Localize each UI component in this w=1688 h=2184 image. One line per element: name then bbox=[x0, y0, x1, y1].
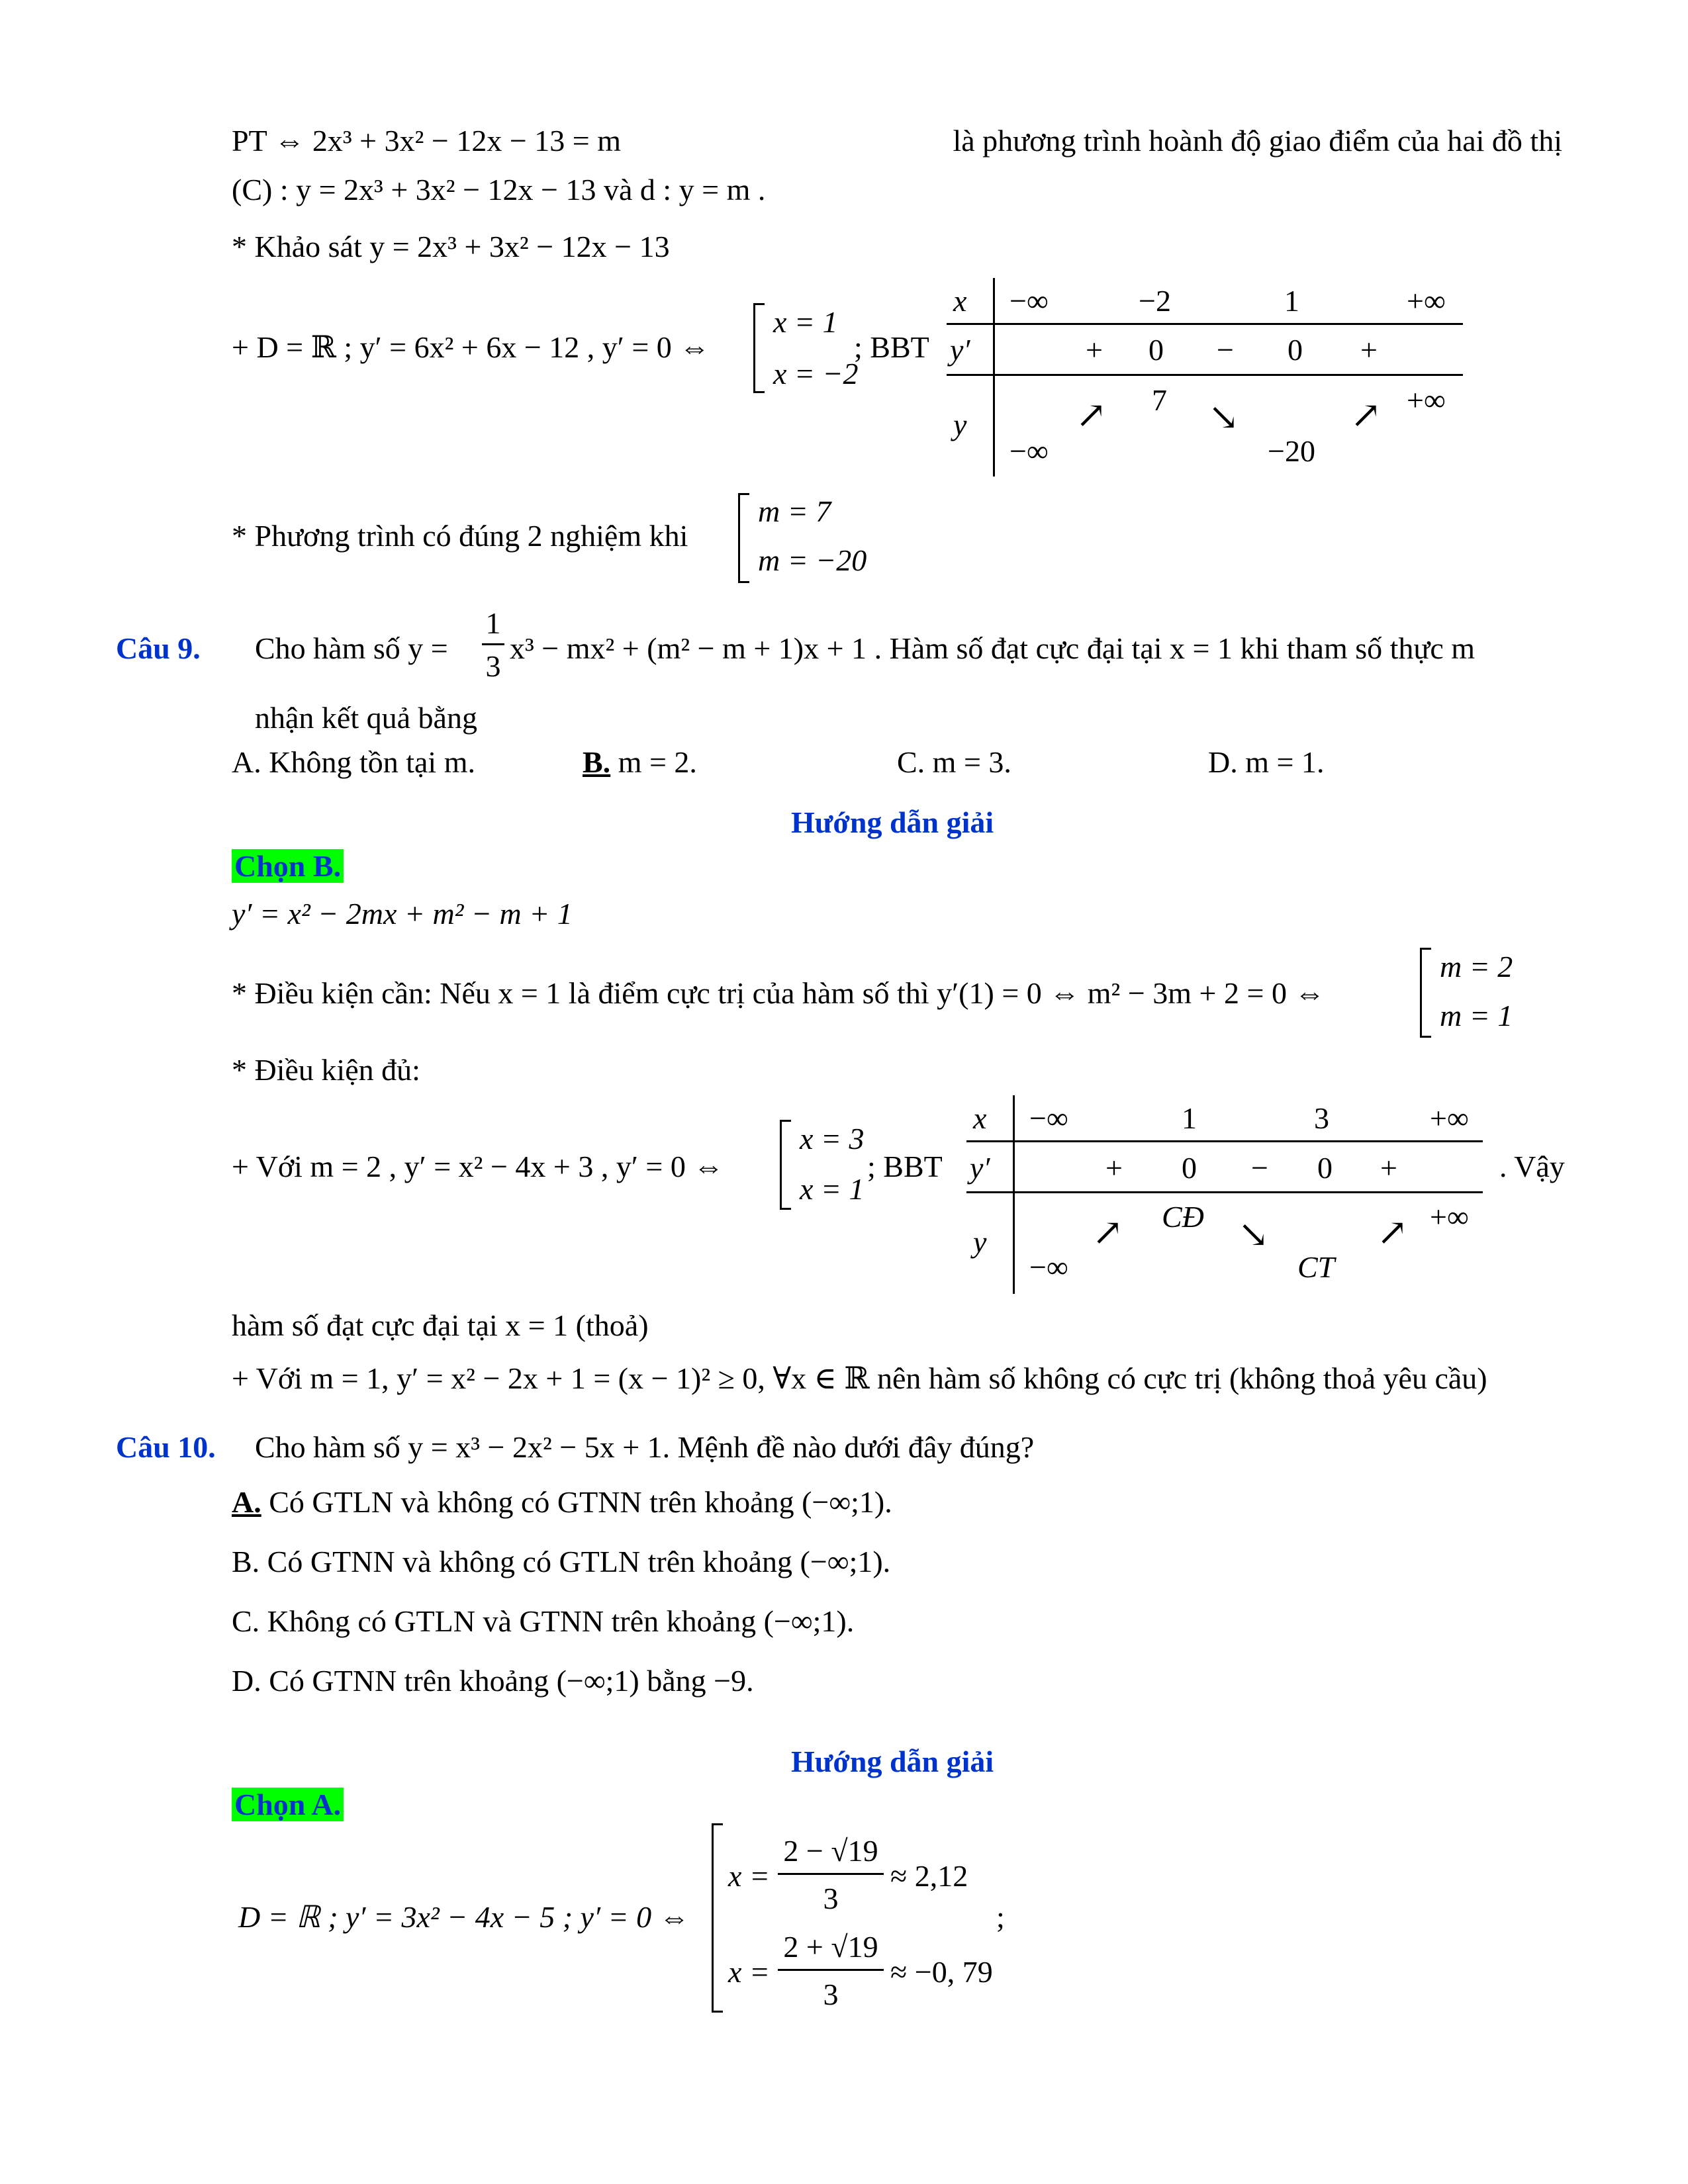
bbt2-arrow-up-2-icon: ↗ bbox=[1377, 1212, 1408, 1253]
bbt-label: ; BBT bbox=[854, 330, 929, 364]
bbt2-sign-3: 0 bbox=[1317, 1151, 1333, 1185]
bbt1-hline-1 bbox=[947, 323, 1463, 325]
q10-text: Cho hàm số y = x³ − 2x² − 5x + 1. Mệnh đề nào dưới đây đúng? bbox=[255, 1430, 1035, 1464]
q9-text-a: Cho hàm số y = bbox=[255, 631, 448, 665]
bbt2-arrow-down-icon: ↘ bbox=[1238, 1214, 1269, 1255]
q9-label: Câu 9. bbox=[116, 631, 201, 665]
bbt2-bottom-1: CT bbox=[1297, 1250, 1335, 1284]
q10-option-b: B. Có GTNN và không có GTLN trên khoảng (−∞;1). bbox=[232, 1545, 891, 1578]
bbt2-arrow-up-icon: ↗ bbox=[1092, 1212, 1123, 1253]
bbt1-arrow-up-icon: ↗ bbox=[1076, 395, 1107, 436]
khao-sat: * Khảo sát y = 2x³ + 3x² − 12x − 13 bbox=[232, 230, 670, 263]
q9-option-d: D. m = 1. bbox=[1208, 745, 1325, 779]
m-neg20: m = −20 bbox=[758, 543, 867, 577]
domain-derivative: + D = ℝ ; y′ = 6x² + 6x − 12 , y′ = 0 ⇔ bbox=[232, 330, 710, 364]
bbt1-bottom-0: −∞ bbox=[1009, 434, 1049, 468]
bbt2-sign-0: + bbox=[1105, 1151, 1123, 1185]
case-bracket bbox=[753, 303, 765, 393]
bbt2-top-0: CĐ bbox=[1162, 1200, 1204, 1234]
q9-option-b-key: B. bbox=[583, 745, 611, 779]
bbt2-hline-1 bbox=[966, 1140, 1483, 1142]
bbt1-x-2: 1 bbox=[1284, 284, 1299, 318]
case-x1: x = 1 bbox=[773, 305, 838, 339]
bbt1-bottom-1: −20 bbox=[1268, 434, 1315, 468]
q9-m-bracket bbox=[1420, 948, 1431, 1038]
bbt1-arrow-down-icon: ↘ bbox=[1208, 397, 1239, 438]
bbt2-top-1: +∞ bbox=[1430, 1200, 1469, 1234]
q10-x-eq-2: x = bbox=[728, 1955, 770, 1989]
conclusion: * Phương trình có đúng 2 nghiệm khi bbox=[232, 519, 688, 553]
q10-approx-1: ≈ 2,12 bbox=[890, 1859, 968, 1893]
bbt2-yp-label: y′ bbox=[970, 1151, 990, 1185]
bbt2-x-1: 1 bbox=[1182, 1101, 1197, 1135]
bbt2-sign-1: 0 bbox=[1182, 1151, 1197, 1185]
q9-derivative: y′ = x² − 2mx + m² − m + 1 bbox=[232, 897, 573, 931]
bbt1-sign-4: + bbox=[1360, 333, 1378, 367]
q9-text-c: nhận kết quả bằng bbox=[255, 701, 477, 735]
q9-option-c: C. m = 3. bbox=[897, 745, 1011, 779]
q10-approx-2: ≈ −0, 79 bbox=[890, 1955, 993, 1989]
q9-frac-den: 3 bbox=[485, 649, 501, 683]
q9-text-b: x³ − mx² + (m² − m + 1)x + 1 . Hàm số đạt cực đại tại x = 1 khi tham số thực m bbox=[510, 631, 1476, 665]
bbt2-x-2: 3 bbox=[1314, 1101, 1329, 1135]
q9-answer bbox=[232, 850, 344, 884]
q10-guide-title: Hướng dẫn giải bbox=[791, 1745, 994, 1778]
case-xm2: x = −2 bbox=[773, 357, 859, 390]
q9-m1: m = 1 bbox=[1440, 999, 1513, 1032]
q9-option-b bbox=[583, 746, 697, 780]
q10-semicolon: ; bbox=[996, 1900, 1005, 1934]
bbt1-arrow-up-2-icon: ↗ bbox=[1350, 395, 1382, 436]
q9-guide-title: Hướng dẫn giải bbox=[791, 805, 994, 839]
bbt1-sign-3: 0 bbox=[1288, 333, 1303, 367]
q10-option-d: D. Có GTNN trên khoảng (−∞;1) bằng −9. bbox=[232, 1664, 754, 1698]
pt-equation: PT ⇔ 2x³ + 3x² − 12x − 13 = m bbox=[232, 124, 621, 158]
bbt2-x-0: −∞ bbox=[1029, 1101, 1068, 1135]
q10-answer-badge: Chọn A. bbox=[232, 1788, 344, 1821]
q9-x-bracket bbox=[780, 1120, 791, 1210]
m-bracket bbox=[738, 493, 749, 583]
bbt1-x-0: −∞ bbox=[1009, 284, 1049, 318]
m-7: m = 7 bbox=[758, 494, 831, 528]
bbt1-hline-2 bbox=[947, 374, 1463, 376]
q9-frac-num: 1 bbox=[485, 606, 501, 640]
bbt2-hline-2 bbox=[966, 1191, 1483, 1193]
bbt1-sign-0: + bbox=[1086, 333, 1103, 367]
bbt1-sign-1: 0 bbox=[1149, 333, 1164, 367]
bbt1-sign-2: − bbox=[1217, 333, 1234, 367]
bbt1-vline bbox=[993, 278, 995, 477]
q10-label: Câu 10. bbox=[116, 1430, 216, 1464]
q9-dk-can: * Điều kiện cần: Nếu x = 1 là điểm cực trị của hàm số thì y′(1) = 0 ⇔ m² − 3m + 2 = 0 ⇔ bbox=[232, 976, 1325, 1010]
q10-frac-bar-1 bbox=[778, 1873, 884, 1875]
q9-m2: m = 2 bbox=[1440, 950, 1513, 983]
q9-result: hàm số đạt cực đại tại x = 1 (thoả) bbox=[232, 1308, 649, 1342]
q10-option-a bbox=[232, 1486, 892, 1520]
bbt1-x-label: x bbox=[953, 284, 967, 318]
bbt2-sign-2: − bbox=[1251, 1151, 1268, 1185]
q9-option-b-value: m = 2. bbox=[610, 745, 697, 779]
bbt1-top-0: 7 bbox=[1152, 383, 1167, 417]
bbt2-y-label: y bbox=[973, 1225, 987, 1259]
bbt1-y-label: y bbox=[953, 408, 967, 441]
bbt2-vline bbox=[1013, 1095, 1015, 1294]
q9-dk-du: * Điều kiện đủ: bbox=[232, 1053, 420, 1087]
curve-definition: (C) : y = 2x³ + 3x² − 12x − 13 và d : y = m . bbox=[232, 173, 766, 206]
q10-num-1: 2 − √19 bbox=[783, 1834, 878, 1868]
q10-option-a-key: A. bbox=[232, 1485, 261, 1519]
q9-x3: x = 3 bbox=[800, 1122, 865, 1156]
bbt2-sign-4: + bbox=[1380, 1151, 1397, 1185]
pt-description: là phương trình hoành độ giao điểm của hai đồ thị bbox=[953, 124, 1562, 158]
q9-bbt-label: ; BBT bbox=[867, 1150, 943, 1183]
bbt2-x-label: x bbox=[973, 1101, 987, 1135]
bbt1-x-3: +∞ bbox=[1407, 284, 1446, 318]
q9-x1: x = 1 bbox=[800, 1172, 865, 1206]
bbt2-bottom-0: −∞ bbox=[1029, 1250, 1068, 1284]
q10-frac-bar-2 bbox=[778, 1969, 884, 1971]
q10-option-c: C. Không có GTLN và GTNN trên khoảng (−∞;1). bbox=[232, 1604, 855, 1638]
bbt1-x-1: −2 bbox=[1139, 284, 1171, 318]
q10-x-eq-1: x = bbox=[728, 1859, 770, 1893]
bbt1-top-1: +∞ bbox=[1407, 383, 1446, 417]
bbt2-x-3: +∞ bbox=[1430, 1101, 1469, 1135]
q10-domain: D = ℝ ; y′ = 3x² − 4x − 5 ; y′ = 0 ⇔ bbox=[238, 1900, 690, 1934]
q10-option-a-value: Có GTLN và không có GTNN trên khoảng (−∞;1). bbox=[261, 1485, 892, 1519]
q9-voi-m1: + Với m = 1, y′ = x² − 2x + 1 = (x − 1)² ≥ 0, ∀x ∈ ℝ nên hàm số không có cực trị (không thoả yêu cầu) bbox=[232, 1361, 1487, 1395]
q9-frac-bar bbox=[482, 643, 504, 645]
bbt1-yp-label: y′ bbox=[950, 333, 970, 367]
q10-den-1: 3 bbox=[823, 1882, 839, 1915]
q9-answer-badge: Chọn B. bbox=[232, 849, 344, 883]
q10-answer bbox=[232, 1788, 344, 1822]
q10-num-2: 2 + √19 bbox=[783, 1930, 878, 1964]
q9-option-a: A. Không tồn tại m. bbox=[232, 745, 475, 779]
q9-voi-m2: + Với m = 2 , y′ = x² − 4x + 3 , y′ = 0 ⇔ bbox=[232, 1150, 724, 1183]
q10-bracket bbox=[712, 1823, 723, 2013]
q10-den-2: 3 bbox=[823, 1978, 839, 2011]
q9-vay: . Vậy bbox=[1499, 1150, 1565, 1183]
